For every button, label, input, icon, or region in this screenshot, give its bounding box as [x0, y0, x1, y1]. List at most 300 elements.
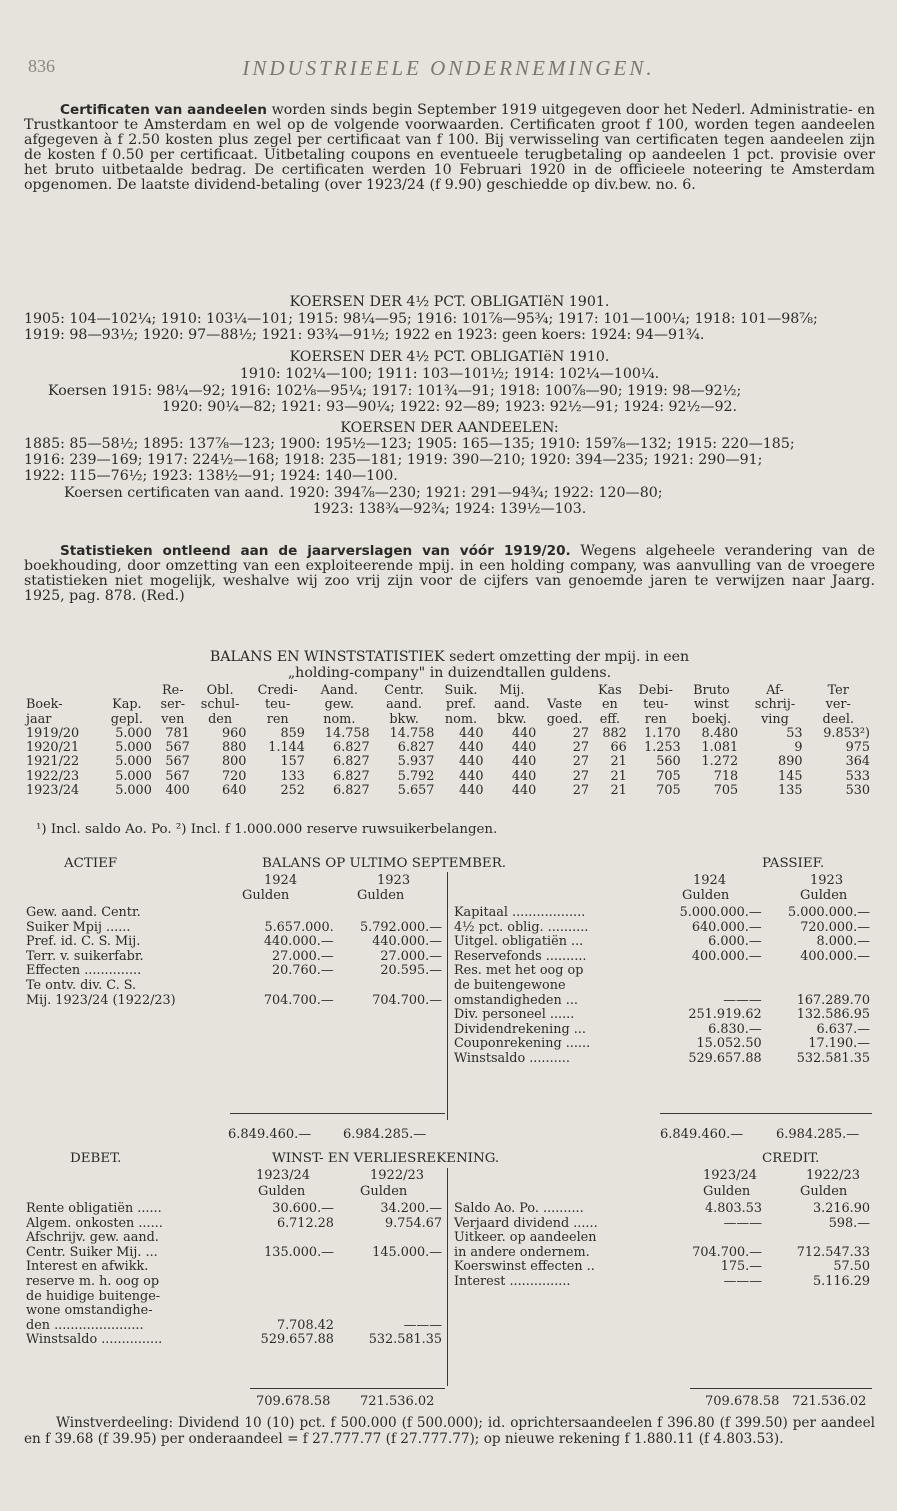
cell-value: 9.853²) [823, 725, 870, 741]
cell-value: 53 [786, 725, 803, 741]
page-number: 836 [28, 56, 55, 76]
cell-value: 6.830.— [708, 1021, 762, 1037]
cell-value: 440 [459, 740, 484, 756]
balans-row [24, 979, 444, 994]
balans-row [452, 921, 872, 936]
paragraph-lead: Certificaten van aandeelen [60, 102, 267, 118]
statistiek-table [24, 684, 872, 798]
winst-total-debet-1922-23: 721.536.02 [360, 1394, 435, 1409]
cell-value: Debi- [638, 683, 673, 698]
cell-value: 400.000.— [800, 948, 870, 964]
cell-value: 14.758 [389, 725, 435, 741]
cell-value: 17.190.— [808, 1036, 870, 1052]
cell-value: winst [693, 697, 729, 713]
cell-value: pref. [445, 697, 477, 713]
unit-gulden: Gulden [258, 1184, 306, 1199]
winst-row [452, 1202, 872, 1217]
balans-total-actief-1924: 6.849.460.— [228, 1127, 312, 1142]
koersen-title-1901: KOERSEN DER 4½ PCT. OBLIGATIëN 1901. [289, 295, 610, 310]
winst-total-credit-1922-23: 721.536.02 [792, 1394, 867, 1409]
cell-value: Aand. [320, 683, 358, 698]
unit-gulden: Gulden [800, 1184, 848, 1199]
cell-value: 960 [221, 725, 247, 741]
cell-value: eff. [599, 711, 621, 727]
cell-value: 440 [511, 725, 537, 741]
row-label: Mij. 1923/24 (1922/23) [26, 992, 176, 1008]
row-label: Pref. id. C. S. Mij. [26, 934, 141, 950]
koersen-line: 1916: 239—169; 1917: 224½—168; 1918: 235—181; 1919: 390—210; 1920: 394—235; 1921: 290—91; [24, 453, 763, 468]
cell-value: 21 [610, 768, 627, 784]
cell-value: 5.657 [397, 783, 435, 799]
row-label: Winstsaldo ............... [26, 1332, 163, 1348]
balans-row [24, 994, 444, 1009]
cell-value: aand. [386, 697, 422, 713]
cell-value: 15.052.50 [696, 1036, 762, 1052]
winst-row [452, 1275, 872, 1290]
cell-value: 14.758 [324, 725, 370, 741]
cell-value: nom. [444, 711, 478, 727]
cell-value: 21 [610, 754, 627, 770]
cell-value: Ter [827, 683, 849, 698]
balans-row [452, 950, 872, 965]
winst-row [452, 1217, 872, 1232]
cell-value: 20.595.— [380, 963, 442, 979]
year-1922-23: 1922/23 [370, 1168, 425, 1183]
cell-value: 5.116.29 [813, 1273, 870, 1289]
row-label: Afschrijv. gew. aand. [26, 1230, 159, 1246]
row-label: 1921/22 [26, 754, 80, 770]
table-row [24, 727, 872, 741]
balans-row [452, 1037, 872, 1052]
cell-value: ——— [723, 1215, 762, 1231]
row-label: Algem. onkosten ...... [26, 1215, 163, 1231]
table-row [24, 770, 872, 784]
cell-value: gew. [324, 697, 354, 713]
cell-value: 175.— [720, 1259, 762, 1275]
row-label: omstandigheden ... [454, 992, 578, 1008]
cell-value: 567 [165, 754, 190, 770]
cell-value: 718 [713, 768, 739, 784]
cell-value: Centr. [384, 683, 424, 698]
row-label: Div. personeel ...... [454, 1007, 575, 1023]
row-label: 1923/24 [26, 783, 80, 799]
balans-passief-table [452, 906, 872, 1067]
winst-rule [690, 1388, 872, 1389]
cell-value [229, 1304, 336, 1319]
koersen-line: 1923: 138¾—92¾; 1924: 139½—103. [312, 502, 587, 517]
cell-value: 5.792.000.— [360, 919, 442, 935]
cell-value: 21 [610, 783, 627, 799]
row-label: de huidige buitenge- [26, 1288, 161, 1304]
row-label: Verjaard dividend ...... [454, 1215, 598, 1231]
cell-value: 6.637.— [816, 1021, 870, 1037]
row-label: Saldo Ao. Po. .......... [454, 1201, 584, 1216]
balans-rule [660, 1113, 872, 1114]
cell-value: 6.712.28 [276, 1215, 334, 1231]
cell-value: 6.827 [397, 740, 435, 756]
cell-value: 145 [778, 768, 803, 784]
row-label: Centr. Suiker Mij. ... [26, 1244, 158, 1260]
header-row [24, 713, 872, 727]
winst-rule [250, 1388, 445, 1389]
cell-value: 20.760.— [272, 963, 334, 979]
row-label: Reservefonds .......... [454, 948, 587, 964]
winst-total-debet-1923-24: 709.678.58 [256, 1394, 331, 1409]
cell-value: 135 [778, 783, 803, 799]
balans-row [24, 964, 444, 979]
year-1924: 1924 [693, 873, 727, 888]
cell-value: 27 [572, 768, 589, 784]
cell-value: 3.216.90 [813, 1201, 870, 1216]
table-row [24, 741, 872, 755]
cell-value: 598.— [828, 1215, 870, 1231]
cell-value: 1.253 [644, 740, 681, 756]
cell-value [764, 964, 872, 979]
winst-row [452, 1231, 872, 1246]
cell-value: ser- [160, 697, 186, 713]
cell-value: ——— [403, 1317, 442, 1333]
row-label: 4½ pct. oblig. .......... [454, 919, 589, 935]
balans-row [452, 935, 872, 950]
cell-value: den [208, 711, 233, 727]
cell-value: Obl. [206, 683, 234, 698]
cell-value: bkw. [389, 711, 419, 727]
cell-value [336, 1290, 444, 1305]
winst-row [24, 1231, 444, 1246]
cell-value: 705 [713, 783, 739, 799]
cell-value: teu- [265, 697, 291, 713]
cell-value: 529.657.88 [688, 1050, 762, 1066]
cell-value: 440 [459, 768, 484, 784]
cell-value: 5.000 [115, 740, 152, 756]
cell-value: gepl. [110, 711, 143, 727]
koersen-line: 1922: 115—76½; 1923: 138½—91; 1924: 140—100. [24, 469, 398, 484]
koersen-title-aandeelen: KOERSEN DER AANDEELEN: [340, 421, 559, 436]
koersen-line: 1905: 104—102¼; 1910: 103¼—101; 1915: 98¼—95; 1916: 101⅞—95¾; 1917: 101—100¼; 1918: 101—98⅞; [24, 312, 818, 327]
row-label: Boek- [26, 697, 63, 713]
cell-value: ——— [723, 1273, 762, 1289]
cell-value: 640 [221, 783, 247, 799]
cell-value: 5.000 [115, 754, 152, 770]
cell-value [538, 684, 591, 698]
row-label [24, 684, 100, 698]
balans-actief-table [24, 906, 444, 1008]
winst-row [24, 1290, 444, 1305]
cell-value: 9.754.67 [385, 1215, 442, 1231]
cell-value: 567 [165, 740, 190, 756]
cell-value: 57.50 [833, 1259, 870, 1275]
cell-value: 440 [511, 740, 537, 756]
cell-value: 567 [165, 768, 190, 784]
cell-value: 251.919.62 [688, 1007, 762, 1023]
cell-value [657, 1231, 764, 1246]
row-label: Uitgel. obligatiën ... [454, 934, 584, 950]
cell-value: 704.700.— [263, 992, 334, 1008]
cell-value: Bruto [693, 683, 730, 698]
row-label: Interest ............... [454, 1273, 571, 1289]
cell-value [229, 906, 336, 921]
cell-value: 8.480 [701, 725, 739, 741]
winst-row [24, 1319, 444, 1334]
cell-value: 7.708.42 [276, 1317, 334, 1333]
balans-row [24, 906, 444, 921]
cell-value: 530 [845, 783, 870, 799]
debet-label: DEBET. [70, 1151, 122, 1166]
cell-value [336, 1275, 444, 1290]
cell-value [229, 1275, 336, 1290]
row-label: Rente obligatiën ...... [26, 1201, 162, 1216]
cell-value: 890 [778, 754, 803, 770]
cell-value: 1.144 [268, 740, 305, 756]
cell-value: 532.581.35 [796, 1050, 870, 1066]
cell-value: Re- [162, 683, 184, 698]
winst-row [452, 1246, 872, 1261]
cell-value: 34.200.— [380, 1201, 442, 1216]
cell-value: 440.000.— [372, 934, 442, 950]
cell-value: aand. [493, 697, 530, 713]
winst-row [24, 1246, 444, 1261]
cell-value: deel. [822, 711, 854, 727]
cell-value: 440 [459, 725, 484, 741]
winst-row [24, 1304, 444, 1319]
cell-value: 1.272 [701, 754, 739, 770]
cell-value: ver- [825, 697, 851, 713]
cell-value: Credi- [257, 683, 298, 698]
cell-value: 712.547.33 [796, 1244, 870, 1260]
balans-rule [230, 1113, 445, 1114]
balans-total-passief-1923: 6.984.285.— [776, 1127, 860, 1142]
cell-value: 705 [656, 783, 681, 799]
statistiek-title: BALANS EN WINSTSTATISTIEK sedert omzetting der mpij. in een [209, 650, 690, 665]
cell-value: 8.000.— [816, 934, 870, 950]
statistieken-paragraph [24, 544, 875, 604]
cell-value: goed. [546, 711, 583, 727]
balans-row [452, 964, 872, 979]
cell-value [336, 906, 444, 921]
balans-divider [447, 872, 448, 1120]
cell-value: 5.000 [115, 725, 152, 741]
cell-value: 781 [165, 725, 190, 741]
cell-value: Suik. [444, 683, 478, 698]
statistiek-subtitle: „holding-company" in duizendtallen guldens. [287, 666, 612, 681]
cell-value: 720 [221, 768, 247, 784]
cell-value: 27 [572, 783, 589, 799]
cell-value: teu- [643, 697, 669, 713]
cell-value [336, 1304, 444, 1319]
cell-value: 440 [459, 783, 484, 799]
cell-value: schul- [200, 697, 240, 713]
actief-label: ACTIEF [64, 856, 118, 871]
cell-value: 6.827 [333, 783, 370, 799]
cell-value: 440 [511, 754, 537, 770]
cell-value [336, 979, 444, 994]
row-label: 1919/20 [26, 725, 80, 741]
cell-value: 27 [572, 740, 589, 756]
cell-value: boekj. [691, 711, 732, 727]
cell-value: 975 [845, 740, 870, 756]
row-label: Terr. v. suikerfabr. [26, 948, 144, 964]
balans-row [452, 1023, 872, 1038]
header-row [24, 698, 872, 712]
cell-value [229, 979, 336, 994]
cell-value: ven [161, 711, 185, 727]
cell-value: Kas [597, 683, 622, 698]
row-label: in andere ondernem. [454, 1244, 590, 1260]
paragraph-lead: Statistieken ontleend aan de jaarverslagen van vóór 1919/20. [60, 543, 571, 559]
year-1924: 1924 [264, 873, 298, 888]
cell-value: 4.803.53 [705, 1201, 762, 1216]
table-row [24, 755, 872, 769]
cell-value [100, 684, 154, 698]
cell-value [229, 1260, 336, 1275]
koersen-line: 1910: 102¼—100; 1911: 103—101½; 1914: 102¼—100¼. [239, 367, 660, 382]
cell-value: 27 [572, 725, 589, 741]
cell-value: 440.000.— [263, 934, 334, 950]
cell-value: bkw. [497, 711, 527, 727]
page-header [28, 56, 869, 86]
cell-value: 5.000 [115, 783, 152, 799]
cell-value: 30.600.— [272, 1201, 334, 1216]
cell-value: 705 [656, 768, 681, 784]
credit-label: CREDIT. [762, 1151, 820, 1166]
cell-value: Vaste [547, 697, 583, 713]
balans-row [452, 906, 872, 921]
cell-value: 167.289.70 [796, 992, 870, 1008]
cell-value: 800 [221, 754, 247, 770]
cell-value: 252 [280, 783, 305, 799]
koersen-line: 1885: 85—58½; 1895: 137⅞—123; 1900: 195½—123; 1905: 165—135; 1910: 159⅞—132; 1915: 220—185; [24, 437, 795, 452]
row-label: reserve m. h. oog op [26, 1273, 160, 1289]
cell-value: 5.792 [397, 768, 435, 784]
cell-value: 640.000.— [691, 919, 762, 935]
row-label: 1922/23 [26, 768, 80, 784]
passief-label: PASSIEF. [762, 856, 825, 871]
cell-value: 440 [459, 754, 484, 770]
row-label: wone omstandighe- [26, 1303, 153, 1319]
cell-value: 6.000.— [708, 934, 762, 950]
cell-value: 859 [280, 725, 305, 741]
cell-value [656, 979, 763, 994]
cell-value: 5.000.000.— [679, 905, 762, 920]
certificaten-paragraph [24, 103, 875, 193]
cell-value: ren [644, 711, 667, 727]
header-row [24, 684, 872, 698]
balans-total-actief-1923: 6.984.285.— [343, 1127, 427, 1142]
cell-value: 5.657.000. [264, 919, 334, 935]
row-label: Suiker Mpij ...... [26, 919, 131, 935]
winstverdeeling-paragraph: Winstverdeeling: Dividend 10 (10) pct. f 500.000 (f 500.000); id. oprichtersaandeelen f 396.80 (f 399.50) per aandeel en f 39.68 (f 39.95) per onderaandeel = f 27.777.77 (f 27.777.77); op nieuwe rekening f 1.880.11 (f 4.803.53). [24, 1415, 875, 1447]
cell-value: schrij- [754, 697, 796, 713]
cell-value: 533 [845, 768, 870, 784]
cell-value: 66 [610, 740, 627, 756]
winst-row [24, 1333, 444, 1348]
cell-value: 532.581.35 [368, 1332, 442, 1348]
koersen-line: 1920: 90¼—82; 1921: 93—90¼; 1922: 92—89; 1923: 92½—91; 1924: 92½—92. [161, 400, 738, 415]
koersen-title-1910: KOERSEN DER 4½ PCT. OBLIGATIëN 1910. [289, 350, 610, 365]
cell-value [229, 1231, 336, 1246]
cell-value: 5.937 [397, 754, 435, 770]
cell-value: 720.000.— [800, 919, 870, 935]
cell-value: 5.000.000.— [788, 905, 870, 920]
balans-row [24, 921, 444, 936]
cell-value: 400.000.— [691, 948, 762, 964]
cell-value: 560 [656, 754, 681, 770]
row-label: Interest en afwikk. [26, 1259, 149, 1275]
cell-value: 145.000.— [372, 1244, 442, 1260]
winst-debet-table [24, 1202, 444, 1348]
cell-value: en [601, 697, 618, 713]
cell-value: 9 [794, 740, 803, 756]
paragraph-text: worden sinds begin September 1919 uitgegeven door het Nederl. Administratie- en Trustkantoor te Amsterdam en wel op de volgende voorwaarden. Certificaten groot f 100, worden tegen aandeelen afgegeven à f 2.50 kosten plus zegel per certificaat van f 100. Bij verwisseling van certificaten tegen aandeelen zijn de kosten f 0.50 per certificaat. Uitbetaling coupons en eventueele terugbetaling op aandeelen 1 pct. provisie over het bruto uitbetaalde bedrag. De certificaten werden 10 Februari 1920 in de officieele noteering te Amsterdam opgenomen. De laatste dividend-betaling (over 1923/24 (f 9.90) geschiedde op div.bew. no. 6. [24, 102, 875, 193]
balans-total-passief-1924: 6.849.460.— [660, 1127, 744, 1142]
unit-gulden: Gulden [242, 888, 290, 903]
cell-value: ren [266, 711, 289, 727]
winst-row [24, 1275, 444, 1290]
cell-value: nom. [323, 711, 356, 727]
winst-row [452, 1260, 872, 1275]
balans-row [452, 994, 872, 1009]
cell-value: 27.000.— [272, 948, 334, 964]
cell-value: 1.170 [644, 725, 681, 741]
row-label: jaar [26, 711, 52, 727]
row-label: Effecten .............. [26, 963, 142, 979]
cell-value: ving [761, 711, 789, 727]
row-label: Koerswinst effecten .. [454, 1259, 595, 1275]
cell-value [336, 1260, 444, 1275]
cell-value [764, 1231, 872, 1246]
winst-credit-table [452, 1202, 872, 1290]
cell-value: 704.700.— [692, 1244, 762, 1260]
cell-value: 440 [511, 768, 537, 784]
balans-row [24, 935, 444, 950]
cell-value: 1.081 [701, 740, 739, 756]
cell-value: 157 [280, 754, 305, 770]
cell-value: Kap. [112, 697, 142, 713]
winst-title: WINST- EN VERLIESREKENING. [272, 1151, 500, 1166]
cell-value: 5.000 [115, 768, 152, 784]
row-label: Kapitaal .................. [454, 905, 586, 920]
winst-divider [447, 1168, 448, 1386]
cell-value [336, 1231, 444, 1246]
row-label: Uitkeer. op aandeelen [454, 1230, 597, 1246]
cell-value: 440 [511, 783, 537, 799]
unit-gulden: Gulden [357, 888, 405, 903]
cell-value: 6.827 [333, 768, 370, 784]
cell-value [229, 1290, 336, 1305]
row-label: 1920/21 [26, 740, 80, 756]
cell-value: 27 [572, 754, 589, 770]
row-label: Gew. aand. Centr. [26, 905, 141, 920]
cell-value: 6.827 [333, 740, 370, 756]
cell-value: 6.827 [333, 754, 370, 770]
row-label: den ...................... [26, 1317, 144, 1333]
paragraph-text: Wegens algeheele verandering van de boekhouding, door omzetting van een exploiteerende mpij. in een holding company, was aanvulling van de vroegere statistieken niet mogelijk, weshalve wij zoo vrij zijn voor de cijfers van genoemde jaren te verwijzen naar Jaarg. 1925, pag. 878. (Red.) [24, 543, 875, 604]
cell-value: ——— [723, 992, 762, 1008]
winst-total-credit-1923-24: 709.678.58 [705, 1394, 780, 1409]
koersen-line: Koersen certificaten van aand. 1920: 394⅞—230; 1921: 291—94¾; 1922: 120—80; [64, 486, 663, 501]
row-label: Winstsaldo .......... [454, 1050, 570, 1066]
statistiek-footnote: ¹) Incl. saldo Ao. Po. ²) Incl. f 1.000.000 reserve ruwsuikerbelangen. [36, 822, 498, 837]
row-label: de buitengewone [454, 977, 566, 993]
winst-row [24, 1202, 444, 1217]
koersen-line: Koersen 1915: 98¼—92; 1916: 102⅛—95¼; 1917: 101¾—91; 1918: 100⅞—90; 1919: 98—92½; [48, 384, 742, 399]
balans-row [24, 950, 444, 965]
year-1923: 1923 [377, 873, 411, 888]
row-label: Res. met het oog op [454, 963, 584, 979]
cell-value: 132.586.95 [796, 1007, 870, 1023]
cell-value [764, 979, 872, 994]
cell-value: Af- [766, 683, 784, 698]
